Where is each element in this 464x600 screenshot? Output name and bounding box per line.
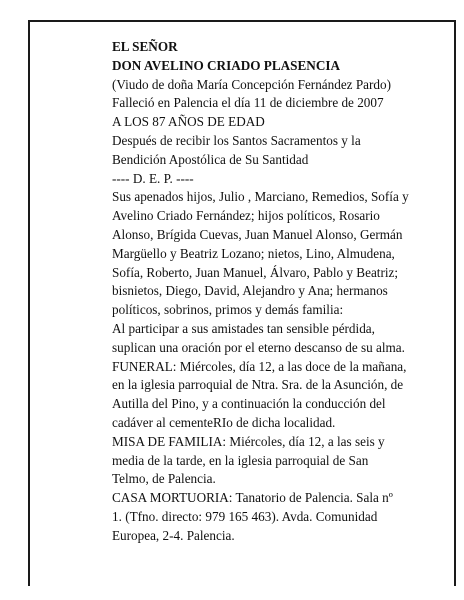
funeral-home-line: CASA MORTUORIA: Tanatorio de Palencia. Sala nº xyxy=(112,490,393,506)
funeral-home-line: 1. (Tfno. directo: 979 165 463). Avda. Comunidad xyxy=(112,508,378,524)
family-line: Sus apenados hijos, Julio , Marciano, Remedios, Sofía y xyxy=(112,189,409,205)
obituary-notice xyxy=(112,38,422,546)
rip-line: ---- D. E. P. ---- xyxy=(112,170,194,186)
title-line-2: DON AVELINO CRIADO PLASENCIA xyxy=(112,57,341,73)
family-mass-paragraph xyxy=(112,433,422,489)
sacraments-line: Bendición Apostólica de Su Santidad xyxy=(112,151,309,167)
mass-line: Telmo, de Palencia. xyxy=(112,471,216,487)
family-line: Sofía, Roberto, Juan Manuel, Álvaro, Pablo y Beatriz; xyxy=(112,264,399,280)
widow-line: (Viudo de doña María Concepción Fernández Pardo) xyxy=(112,76,391,92)
request-line: Al participar a sus amistades tan sensible pérdida, xyxy=(112,320,375,336)
family-line: Alonso, Brígida Cuevas, Juan Manuel Alonso, Germán xyxy=(112,226,403,242)
request-line: suplican una oración por el eterno descanso de su alma. xyxy=(112,339,405,355)
funeral-paragraph xyxy=(112,358,422,433)
mass-line: media de la tarde, en la iglesia parroquial de San xyxy=(112,452,369,468)
request-paragraph xyxy=(112,320,422,358)
funeral-home-line: Europea, 2-4. Palencia. xyxy=(112,527,235,543)
death-line: Falleció en Palencia el día 11 de diciembre de 2007 xyxy=(112,95,384,111)
funeral-line: Autilla del Pino, y a continuación la conducción del xyxy=(112,396,386,412)
funeral-line: cadáver al cementeRIo de dicha localidad. xyxy=(112,414,336,430)
funeral-line: FUNERAL: Miércoles, día 12, a las doce de la mañana, xyxy=(112,358,407,374)
age-line: A LOS 87 AÑOS DE EDAD xyxy=(112,114,265,130)
title-line-1: EL SEÑOR xyxy=(112,39,178,54)
family-line: Margüello y Beatriz Lozano; nietos, Lino, Almudena, xyxy=(112,245,395,261)
family-paragraph xyxy=(112,188,422,320)
family-line: Avelino Criado Fernández; hijos políticos, Rosario xyxy=(112,208,380,224)
funeral-line: en la iglesia parroquial de Ntra. Sra. de la Asunción, de xyxy=(112,377,404,393)
family-line: bisnietos, Diego, David, Alejandro y Ana; hermanos xyxy=(112,283,388,299)
family-line: políticos, sobrinos, primos y demás familia: xyxy=(112,302,344,318)
funeral-home-paragraph xyxy=(112,489,422,545)
mass-line: MISA DE FAMILIA: Miércoles, día 12, a las seis y xyxy=(112,433,385,449)
sacraments-line: Después de recibir los Santos Sacramentos y la xyxy=(112,132,361,148)
sacraments-paragraph xyxy=(112,132,422,170)
